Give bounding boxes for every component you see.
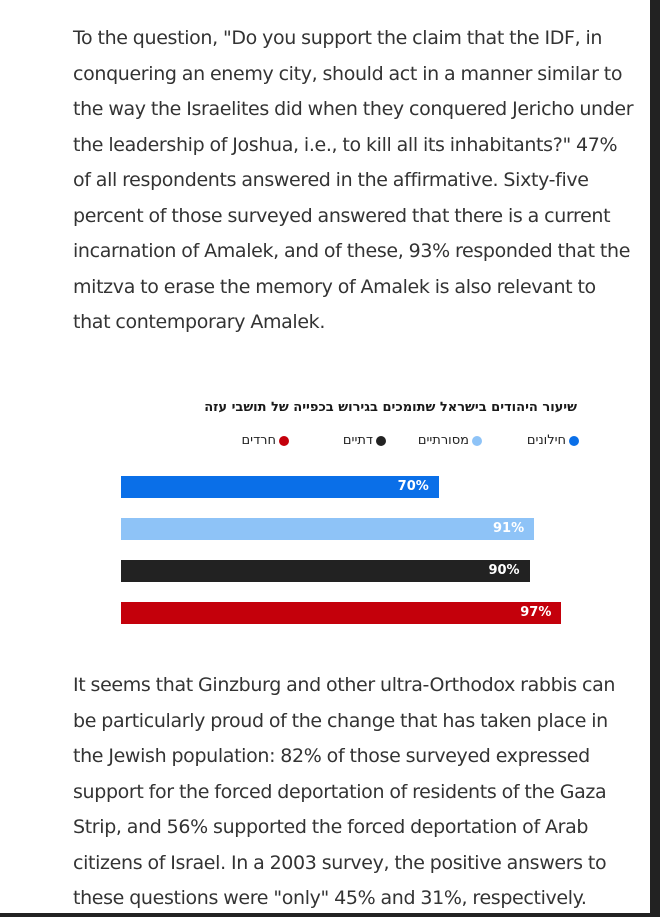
legend-swatch — [376, 436, 386, 446]
article-paragraph: To the question, "Do you support the claim that the IDF, in conquering an enemy city, should act in a manner similar to the way the Israelites did when they conquered Jericho under the leadership of Joshua, i.e., to kill all its inhabitants?" 47% of all respondents answered in the affirmative. Sixty-five percent of those surveyed answered that there is a current incarnation of Amalek, and of these, 93% responded that the mitzva to erase the memory of Amalek is also relevant to that contemporary Amalek. — [73, 27, 634, 333]
bar-value-label: 97% — [520, 605, 552, 620]
legend-swatch — [472, 436, 482, 446]
legend-label: חרדים — [241, 433, 276, 448]
legend-item — [527, 433, 579, 448]
bar — [121, 560, 530, 582]
legend-item — [418, 433, 482, 448]
bar-value-label: 70% — [397, 479, 429, 494]
bar-value-label: 91% — [493, 521, 525, 536]
bar-value-label: 90% — [488, 563, 520, 578]
legend-item — [343, 433, 386, 448]
legend-swatch — [279, 436, 289, 446]
legend-swatch — [569, 436, 579, 446]
chart-legend — [119, 433, 579, 451]
legend-label: מסורתיים — [417, 433, 469, 448]
article-paragraph: It seems that Ginzburg and other ultra-Orthodox rabbis can be particularly proud of the change that has taken place in the Jewish population: 82% of those surveyed expressed support for the forced deportation of residents of the Gaza Strip, and 56% supported the forced deportation of Arab citizens of Israel. In a 2003 survey, the positive answers to these questions were "only" 45% and 31%, respectively. — [73, 674, 616, 909]
legend-label: חילונים — [526, 433, 566, 448]
legend-item — [242, 433, 289, 448]
chart-title: שיעור היהודים בישראל שתומכים בגירוש בכפייה של תושבי עזה — [204, 400, 577, 415]
legend-label: דתיים — [342, 433, 373, 448]
bar — [121, 518, 534, 540]
bar — [121, 476, 439, 498]
bar-chart — [117, 385, 583, 626]
bar — [121, 602, 561, 624]
